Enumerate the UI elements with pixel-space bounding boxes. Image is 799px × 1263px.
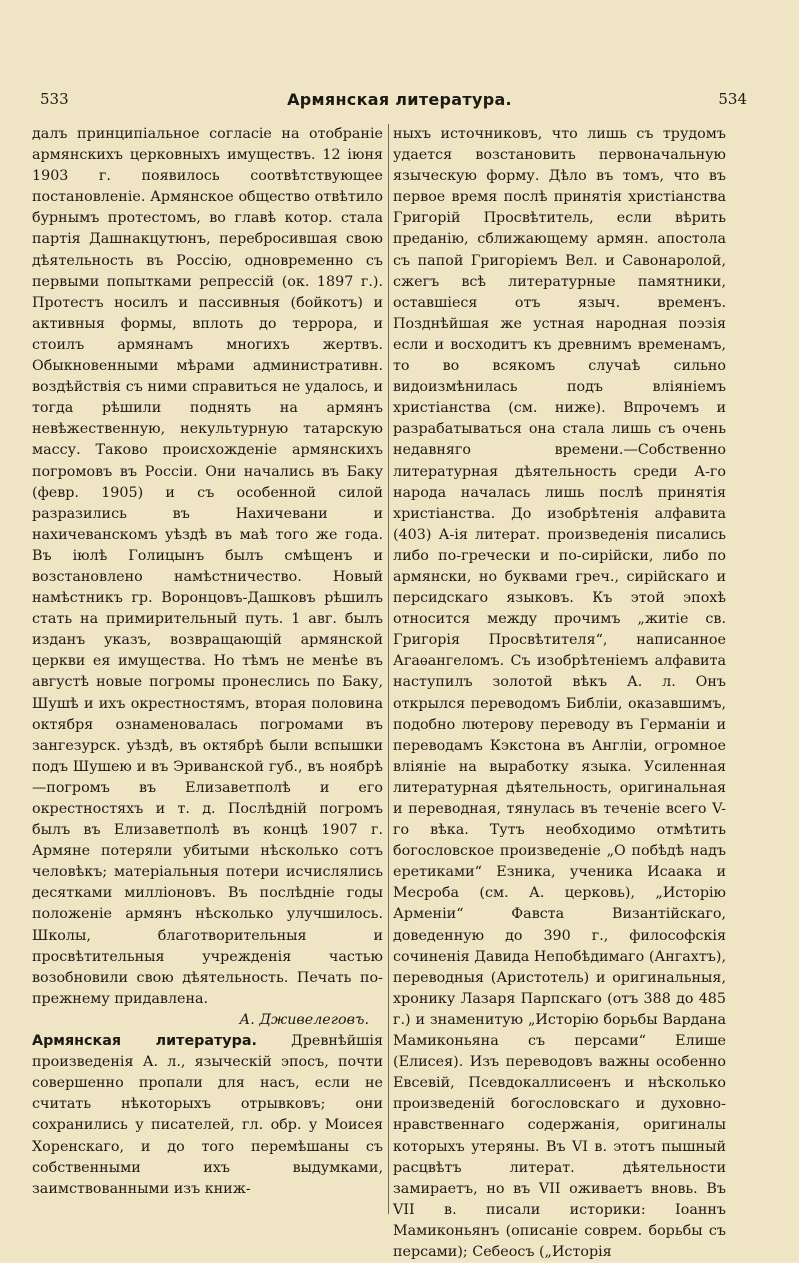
column-divider: [388, 124, 389, 1214]
article-body-armenians: [32, 124, 383, 1010]
page-number-right: 534: [718, 90, 747, 108]
page-number-left: 533: [40, 90, 69, 108]
article-text-continued: ныхъ источниковъ, что лишь съ трудомъ удается возстановить первоначальную языческую форму. Дѣло въ томъ, что въ первое время послѣ принятія христіанства Григорій Просвѣтитель, если вѣрить преданію, сближающему армян. апостола съ папой Григоріемъ Вел. и Савонаролой, сжегъ всѣ литературные памятники, оставшіеся отъ языч. временъ. Позднѣйшая же устная народная поэзія если и восходитъ къ древнимъ временамъ, то во всякомъ случаѣ сильно видоизмѣнилась подъ вліяніемъ христіанства (см. ниже). Впрочемъ и разрабатываться она стала лишь съ очень недавняго времени.—Собственно литературная дѣятельность среди А-го народа началась лишь послѣ принятія христіанства. До изобрѣтенія алфавита (403) А-ія литерат. произведенія писались либо по-гречески и по-сирійски, либо по армянски, но буквами греч., сирійскаго и персидскаго языковъ. Къ этой эпохѣ относится между прочимъ „житіе св. Григорія Просвѣтителя“, написанное Агаѳангеломъ. Съ изобрѣтеніемъ алфавита наступилъ золотой вѣкъ А. л. Онъ открылся переводомъ Библіи, оказавшимъ, подобно лютерову переводу въ Германіи и переводамъ Кэкстона въ Англіи, огромное вліяніе на выработку языка. Усиленная литературная дѣятельность, оригинальная и переводная, тянулась въ теченіе всего V-го вѣка. Тутъ необходимо отмѣтить богословское произведеніе „О побѣдѣ надъ еретиками“ Езника, ученика Исаака и Месроба (см. А. церковь), „Исторію Арменіи“ Фавста Византійскаго, доведенную до 390 г., философскія сочиненія Давида Непобѣдимаго (Ангахтъ), переводныя (Аристотель) и оригинальныя, хронику Лазаря Парпскаго (отъ 388 до 485 г.) и знаменитую „Исторію борьбы Вардана Мамиконьяна съ персами“ Елише (Елисея). Изъ переводовъ важны особенно Евсевій, Псевдокаллисѳенъ и нѣсколько произведеній богословскаго и духовно-нравственнаго содержанія, оригиналы которыхъ утеряны. Въ VI в. этотъ пышный расцвѣтъ литерат. дѣятельности замираетъ, но въ VII оживаетъ вновь. Въ VII в. писали историки: Іоаннъ Мамиконьянъ (описаніе соврем. борьбы съ персами); Себеосъ („Исторія: [393, 126, 726, 1260]
article-armenian-literature: [32, 1031, 383, 1200]
paragraph-text: далъ принципіальное согласіе на отобраніе армянскихъ церковныхъ имуществъ. 12 іюня 1903 г. появилось соотвѣтствующее постановленіе. Армянское общество отвѣтило бурнымъ протестомъ, во главѣ котор. стала партія Дашнакцутюнъ, перебросившая свою дѣятельность въ Россію, одновременно съ первыми попытками репрессій (ок. 1897 г.). Протестъ носилъ и пассивныя (бойкотъ) и активныя формы, вплоть до террора, и стоилъ армянамъ многихъ жертвъ. Обыкновенными мѣрами административн. воздѣйствія съ ними справиться не удалось, и тогда рѣшили поднять на армянъ невѣжественную, некультурную татарскую массу. Таково происхожденіе армянскихъ погромовъ въ Россіи. Они начались въ Баку (февр. 1905) и съ особенной силой разразились въ Нахичевани и нахичеванскомъ уѣздѣ въ маѣ того же года. Въ іюлѣ Голицынъ былъ смѣщенъ и возстановлено намѣстничество. Новый намѣстникъ гр. Воронцовъ-Дашковъ рѣшилъ стать на примирительный путь. 1 авг. былъ изданъ указъ, возвращающій армянской церкви ея имущества. Но тѣмъ не менѣе въ августѣ новые погромы пронеслись по Баку, Шушѣ и ихъ окрестностямъ, вторая половина октября ознаменовалась погромами въ зангезурск. уѣздѣ, въ октябрѣ были вспышки подъ Шушею и въ Эриванской губ., въ ноябрѣ—погромъ въ Елизаветполѣ и его окрестностяхъ и т. д. Послѣдній погромъ былъ въ Елизаветполѣ въ концѣ 1907 г. Армяне потеряли убитыми нѣсколько сотъ человѣкъ; матеріальныя потери исчислялись десятками милліоновъ. Въ послѣдніе годы положеніе армянъ нѣсколько улучшилось. Школы, благотворительныя и просвѣтительныя учрежденія частью возобновили свою дѣятельность. Печать по-прежнему придавлена.: [32, 126, 383, 1007]
article-text: Древнѣйшія произведенія А. л., языческій эпосъ, почти совершенно пропали для насъ, если не считать нѣкоторыхъ отрывковъ; они сохранились у писателей, гл. обр. у Моисея Хоренскаго, и до того перемѣшаны съ собственными ихъ выдумками, заимствованными изъ книж-: [32, 1033, 383, 1197]
author-signature: А. Дживелеговъ.: [239, 1011, 369, 1028]
right-column: [393, 124, 726, 1263]
left-column: [32, 124, 383, 1200]
page-header: [0, 90, 799, 114]
running-title: Армянская литература.: [287, 90, 512, 109]
article-heading: Армянская литература.: [32, 1033, 257, 1050]
